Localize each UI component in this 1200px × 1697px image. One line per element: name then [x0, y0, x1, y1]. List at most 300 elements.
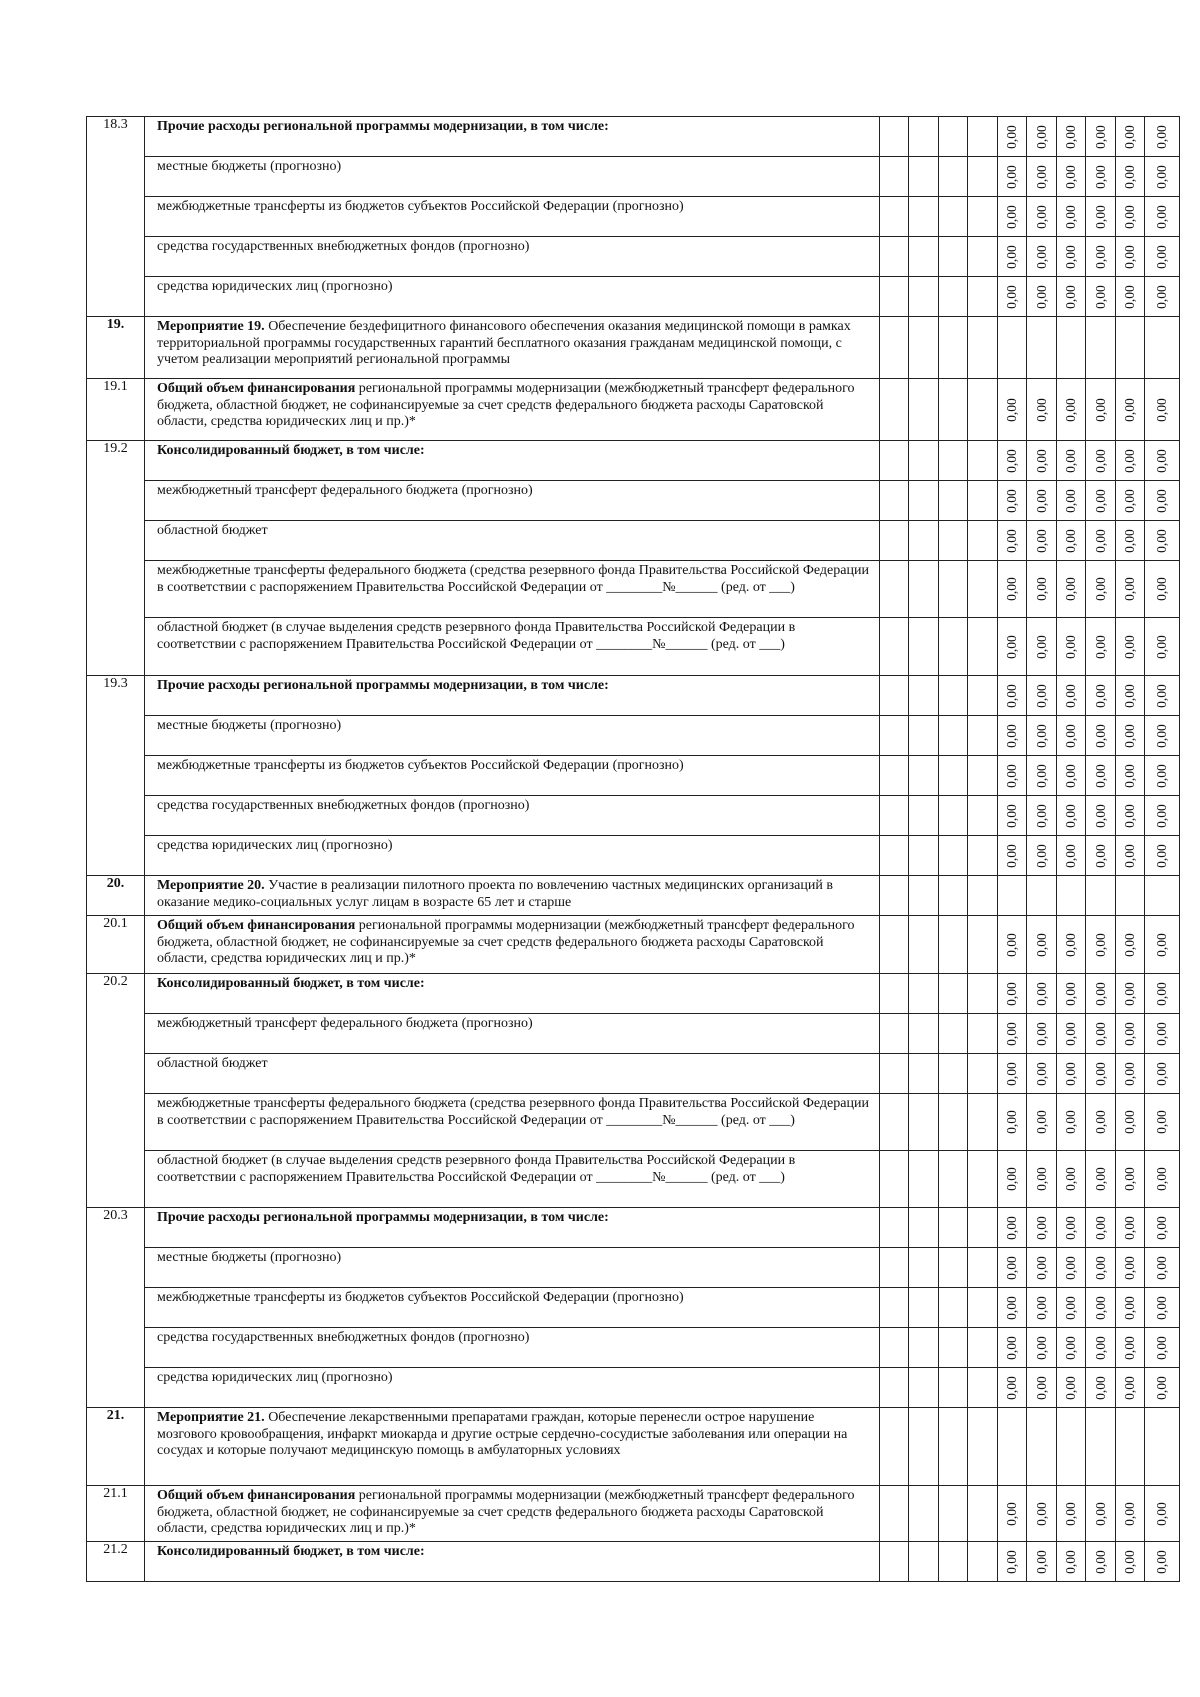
value-text: 0,00: [1121, 1061, 1137, 1086]
empty-cell: [909, 1408, 939, 1486]
table-row: [87, 481, 1180, 521]
value-text: 0,00: [1062, 164, 1078, 189]
empty-cell: [879, 521, 909, 561]
row-description-text: межбюджетные трансферты федерального бюджета (средства резервного фонда Правительства Российской Федерации в соответствии с распоряжением Правительства Российской Федерации от ________№______ (ред. от ___): [157, 1096, 869, 1128]
value-text: 0,00: [1121, 683, 1137, 708]
value-cell: [1145, 561, 1180, 618]
empty-cell: [909, 481, 939, 521]
empty-cell: [968, 481, 998, 521]
value-text: 0,00: [1153, 488, 1169, 513]
value-cell: [997, 974, 1027, 1014]
empty-cell: [909, 117, 939, 157]
value-cell: [1056, 676, 1086, 716]
row-number: 18.3: [87, 117, 145, 317]
row-number: 19.3: [87, 676, 145, 876]
empty-cell: [909, 317, 939, 379]
empty-cell: [909, 676, 939, 716]
row-description: [145, 1248, 880, 1288]
empty-cell: [909, 521, 939, 561]
empty-cell: [938, 1248, 968, 1288]
table-row: [87, 618, 1180, 676]
empty-cell: [879, 1486, 909, 1542]
empty-cell: [879, 1151, 909, 1208]
value-cell: [1056, 756, 1086, 796]
value-text: 0,00: [1121, 1501, 1137, 1526]
value-text: 0,00: [1121, 244, 1137, 269]
value-cell: [1086, 237, 1116, 277]
table-row: [87, 1248, 1180, 1288]
value-text: 0,00: [1003, 204, 1019, 229]
row-description-text: областной бюджет (в случае выделения средств резервного фонда Правительства Российской Федерации в соответствии с распоряжением Правительства Российской Федерации от ________№______ (ред. от ___): [157, 1153, 796, 1185]
value-text: 0,00: [1033, 448, 1049, 473]
value-text: 0,00: [1062, 1110, 1078, 1134]
empty-cell: [938, 676, 968, 716]
row-description: [145, 317, 880, 379]
row-description: [145, 521, 880, 561]
value-cell: [1115, 756, 1145, 796]
row-description-text: межбюджетный трансферт федерального бюджета (прогнозно): [157, 1016, 533, 1031]
value-text: 0,00: [1092, 723, 1108, 748]
value-cell: [1086, 1486, 1116, 1542]
row-description-text: Участие в реализации пилотного проекта по вовлечению частных медицинских организаций в оказание медико-социальных услуг лицам в возрасте 65 лет и старше: [157, 878, 833, 910]
value-cell: [1145, 317, 1180, 379]
row-number: 19.2: [87, 441, 145, 676]
value-cell: [997, 379, 1027, 441]
empty-cell: [968, 197, 998, 237]
value-cell: [1086, 796, 1116, 836]
value-text: 0,00: [1121, 448, 1137, 473]
value-cell: [1056, 277, 1086, 317]
value-text: 0,00: [1153, 723, 1169, 748]
table-row: [87, 1486, 1180, 1542]
empty-cell: [938, 317, 968, 379]
value-cell: [997, 756, 1027, 796]
value-text: 0,00: [1121, 528, 1137, 553]
value-cell: [997, 1151, 1027, 1208]
empty-cell: [968, 521, 998, 561]
table-row: [87, 1542, 1180, 1582]
value-cell: [1115, 561, 1145, 618]
value-cell: [1145, 756, 1180, 796]
value-cell: [997, 237, 1027, 277]
value-text: 0,00: [1062, 1549, 1078, 1574]
value-cell: [1086, 876, 1116, 916]
value-text: 0,00: [1033, 634, 1049, 659]
empty-cell: [879, 796, 909, 836]
value-cell: [1086, 1014, 1116, 1054]
value-text: 0,00: [1003, 397, 1019, 422]
empty-cell: [909, 836, 939, 876]
value-cell: [1027, 1151, 1057, 1208]
value-text: 0,00: [1092, 1549, 1108, 1574]
value-text: 0,00: [1092, 683, 1108, 708]
row-description-text: средства юридических лиц (прогнозно): [157, 279, 393, 294]
value-text: 0,00: [1062, 763, 1078, 788]
value-text: 0,00: [1121, 397, 1137, 422]
empty-cell: [879, 716, 909, 756]
row-number: 21.: [87, 1408, 145, 1486]
value-text: 0,00: [1153, 1167, 1169, 1191]
empty-cell: [938, 521, 968, 561]
value-cell: [1027, 561, 1057, 618]
table-row: [87, 277, 1180, 317]
value-text: 0,00: [1033, 1501, 1049, 1526]
value-text: 0,00: [1092, 204, 1108, 229]
value-text: 0,00: [1033, 1295, 1049, 1320]
value-cell: [997, 1542, 1027, 1582]
value-cell: [1027, 1486, 1057, 1542]
row-description: [145, 1486, 880, 1542]
value-cell: [997, 836, 1027, 876]
value-text: 0,00: [1062, 1501, 1078, 1526]
row-description: [145, 836, 880, 876]
empty-cell: [938, 974, 968, 1014]
empty-cell: [938, 379, 968, 441]
value-text: 0,00: [1003, 1255, 1019, 1280]
value-cell: [1086, 561, 1116, 618]
value-text: 0,00: [1033, 843, 1049, 868]
value-cell: [1115, 618, 1145, 676]
value-text: 0,00: [1062, 284, 1078, 309]
value-text: 0,00: [1153, 1295, 1169, 1320]
value-cell: [1027, 1014, 1057, 1054]
empty-cell: [879, 876, 909, 916]
value-cell: [1086, 916, 1116, 974]
value-text: 0,00: [1033, 1255, 1049, 1280]
row-description-text: средства юридических лиц (прогнозно): [157, 838, 393, 853]
table-row: [87, 197, 1180, 237]
table-row: [87, 1328, 1180, 1368]
value-cell: [1115, 117, 1145, 157]
value-cell: [1027, 481, 1057, 521]
empty-cell: [968, 1542, 998, 1582]
value-cell: [1086, 974, 1116, 1014]
value-cell: [1115, 676, 1145, 716]
value-cell: [997, 1248, 1027, 1288]
value-cell: [997, 1054, 1027, 1094]
value-cell: [1086, 1328, 1116, 1368]
value-text: 0,00: [1003, 577, 1019, 601]
value-text: 0,00: [1003, 932, 1019, 957]
empty-cell: [968, 716, 998, 756]
value-text: 0,00: [1003, 803, 1019, 828]
empty-cell: [909, 1151, 939, 1208]
value-text: 0,00: [1121, 1021, 1137, 1046]
value-cell: [997, 796, 1027, 836]
row-description-text: местные бюджеты (прогнозно): [157, 718, 342, 733]
value-text: 0,00: [1121, 1255, 1137, 1280]
value-text: 0,00: [1153, 284, 1169, 309]
value-cell: [1056, 1368, 1086, 1408]
value-cell: [1086, 379, 1116, 441]
empty-cell: [909, 916, 939, 974]
value-cell: [1027, 1094, 1057, 1151]
value-text: 0,00: [1153, 528, 1169, 553]
row-description: [145, 1288, 880, 1328]
value-text: 0,00: [1121, 723, 1137, 748]
value-cell: [1145, 1408, 1180, 1486]
value-text: 0,00: [1062, 204, 1078, 229]
value-cell: [1086, 1248, 1116, 1288]
value-text: 0,00: [1062, 1295, 1078, 1320]
row-description-text: местные бюджеты (прогнозно): [157, 1250, 342, 1265]
value-cell: [997, 1368, 1027, 1408]
empty-cell: [879, 481, 909, 521]
empty-cell: [879, 197, 909, 237]
row-description: [145, 1408, 880, 1486]
value-text: 0,00: [1062, 488, 1078, 513]
row-description-text: средства государственных внебюджетных фондов (прогнозно): [157, 798, 530, 813]
row-description: [145, 481, 880, 521]
value-cell: [1086, 1542, 1116, 1582]
empty-cell: [879, 916, 909, 974]
value-text: 0,00: [1153, 932, 1169, 957]
value-cell: [1145, 379, 1180, 441]
value-text: 0,00: [1033, 981, 1049, 1006]
value-cell: [1145, 1248, 1180, 1288]
empty-cell: [968, 1151, 998, 1208]
value-text: 0,00: [1033, 1215, 1049, 1240]
value-text: 0,00: [1153, 634, 1169, 659]
value-cell: [997, 1208, 1027, 1248]
empty-cell: [909, 1368, 939, 1408]
empty-cell: [909, 1288, 939, 1328]
value-cell: [1115, 1328, 1145, 1368]
value-text: 0,00: [1121, 577, 1137, 601]
row-description: [145, 117, 880, 157]
value-text: 0,00: [1033, 1061, 1049, 1086]
value-text: 0,00: [1062, 723, 1078, 748]
value-text: 0,00: [1121, 981, 1137, 1006]
value-cell: [1056, 1208, 1086, 1248]
empty-cell: [879, 441, 909, 481]
empty-cell: [879, 1328, 909, 1368]
value-text: 0,00: [1033, 723, 1049, 748]
value-text: 0,00: [1153, 1215, 1169, 1240]
value-text: 0,00: [1121, 284, 1137, 309]
value-text: 0,00: [1062, 1255, 1078, 1280]
value-cell: [1115, 1288, 1145, 1328]
value-text: 0,00: [1033, 124, 1049, 149]
empty-cell: [938, 441, 968, 481]
row-description: [145, 676, 880, 716]
value-cell: [1145, 521, 1180, 561]
value-cell: [1027, 1368, 1057, 1408]
value-text: 0,00: [1062, 124, 1078, 149]
value-cell: [1027, 916, 1057, 974]
value-cell: [1145, 237, 1180, 277]
value-cell: [997, 618, 1027, 676]
row-description-text: областной бюджет: [157, 1056, 268, 1071]
value-text: 0,00: [1153, 397, 1169, 422]
empty-cell: [909, 441, 939, 481]
value-cell: [1086, 676, 1116, 716]
value-text: 0,00: [1092, 1110, 1108, 1134]
row-description-text: Обеспечение бездефицитного финансового обеспечения оказания медицинской помощи в рамках территориальной программы государственных гарантий бесплатного оказания гражданам медицинской помощи, с учетом реализации мероприятий региональной программы: [157, 319, 851, 367]
empty-cell: [909, 1486, 939, 1542]
empty-cell: [879, 1054, 909, 1094]
row-description-text: областной бюджет (в случае выделения средств резервного фонда Правительства Российской Федерации в соответствии с распоряжением Правительства Российской Федерации от ________№______ (ред. от ___): [157, 620, 796, 652]
empty-cell: [968, 1486, 998, 1542]
value-text: 0,00: [1153, 843, 1169, 868]
empty-cell: [879, 1094, 909, 1151]
value-cell: [1086, 1368, 1116, 1408]
value-cell: [997, 1328, 1027, 1368]
value-text: 0,00: [1062, 1335, 1078, 1360]
value-text: 0,00: [1033, 164, 1049, 189]
empty-cell: [968, 796, 998, 836]
value-text: 0,00: [1003, 763, 1019, 788]
value-cell: [1056, 1288, 1086, 1328]
value-cell: [1145, 1151, 1180, 1208]
row-description-text: региональной программы модернизации (межбюджетный трансферт федерального бюджета, областной бюджет, не софинансируемые за счет средств федерального бюджета расходы Саратовской области, средства юридических лиц и пр.)*: [157, 918, 855, 966]
value-text: 0,00: [1062, 1061, 1078, 1086]
value-cell: [997, 197, 1027, 237]
value-text: 0,00: [1033, 284, 1049, 309]
value-text: 0,00: [1033, 397, 1049, 422]
row-description-bold: Прочие расходы региональной программы модернизации, в том числе:: [157, 119, 609, 134]
value-text: 0,00: [1062, 803, 1078, 828]
row-number: 21.1: [87, 1486, 145, 1542]
empty-cell: [879, 676, 909, 716]
empty-cell: [938, 618, 968, 676]
value-text: 0,00: [1153, 803, 1169, 828]
empty-cell: [879, 1248, 909, 1288]
empty-cell: [879, 1408, 909, 1486]
table-row: [87, 916, 1180, 974]
row-description-text: Обеспечение лекарственными препаратами граждан, которые перенесли острое нарушение мозгового кровообращения, инфаркт миокарда и другие острые сердечно-сосудистые заболевания или операции на сосудах и которые получают медицинскую помощь в амбулаторных условиях: [157, 1410, 848, 1458]
value-text: 0,00: [1121, 843, 1137, 868]
value-text: 0,00: [1062, 683, 1078, 708]
empty-cell: [909, 1542, 939, 1582]
value-text: 0,00: [1121, 1549, 1137, 1574]
value-text: 0,00: [1121, 1375, 1137, 1400]
value-cell: [1086, 1054, 1116, 1094]
row-description-text: средства государственных внебюджетных фондов (прогнозно): [157, 1330, 530, 1345]
empty-cell: [909, 716, 939, 756]
value-text: 0,00: [1003, 244, 1019, 269]
value-cell: [1086, 157, 1116, 197]
value-cell: [1086, 756, 1116, 796]
value-text: 0,00: [1062, 528, 1078, 553]
table-row: [87, 974, 1180, 1014]
empty-cell: [879, 1208, 909, 1248]
table-row: [87, 836, 1180, 876]
value-cell: [1086, 1288, 1116, 1328]
value-cell: [1115, 1014, 1145, 1054]
value-text: 0,00: [1121, 763, 1137, 788]
value-text: 0,00: [1062, 577, 1078, 601]
value-text: 0,00: [1003, 528, 1019, 553]
table-row: [87, 1288, 1180, 1328]
empty-cell: [938, 561, 968, 618]
value-cell: [1086, 836, 1116, 876]
value-text: 0,00: [1092, 1021, 1108, 1046]
empty-cell: [968, 379, 998, 441]
value-cell: [1115, 1208, 1145, 1248]
value-cell: [1027, 157, 1057, 197]
empty-cell: [938, 1328, 968, 1368]
table-row: [87, 521, 1180, 561]
value-cell: [1056, 716, 1086, 756]
value-cell: [1115, 916, 1145, 974]
value-cell: [1027, 441, 1057, 481]
value-text: 0,00: [1003, 448, 1019, 473]
empty-cell: [879, 561, 909, 618]
value-text: 0,00: [1121, 1335, 1137, 1360]
value-cell: [997, 1288, 1027, 1328]
value-text: 0,00: [1092, 397, 1108, 422]
value-cell: [1145, 197, 1180, 237]
row-description: [145, 561, 880, 618]
table-row: [87, 237, 1180, 277]
value-text: 0,00: [1092, 1215, 1108, 1240]
empty-cell: [968, 1408, 998, 1486]
value-text: 0,00: [1121, 1215, 1137, 1240]
empty-cell: [909, 237, 939, 277]
value-text: 0,00: [1033, 1335, 1049, 1360]
empty-cell: [938, 1151, 968, 1208]
value-cell: [1086, 716, 1116, 756]
value-cell: [997, 481, 1027, 521]
empty-cell: [938, 1208, 968, 1248]
empty-cell: [879, 237, 909, 277]
row-description-text: межбюджетные трансферты из бюджетов субъектов Российской Федерации (прогнозно): [157, 1290, 684, 1305]
empty-cell: [938, 1486, 968, 1542]
empty-cell: [938, 1368, 968, 1408]
value-cell: [1115, 876, 1145, 916]
value-text: 0,00: [1033, 1549, 1049, 1574]
table-row: [87, 317, 1180, 379]
value-text: 0,00: [1153, 577, 1169, 601]
empty-cell: [879, 117, 909, 157]
empty-cell: [909, 1208, 939, 1248]
value-cell: [1115, 796, 1145, 836]
value-cell: [1056, 836, 1086, 876]
value-cell: [1115, 197, 1145, 237]
value-cell: [1115, 481, 1145, 521]
row-description-bold: Прочие расходы региональной программы модернизации, в том числе:: [157, 678, 609, 693]
row-description-text: средства государственных внебюджетных фондов (прогнозно): [157, 239, 530, 254]
table-row: [87, 1151, 1180, 1208]
value-text: 0,00: [1092, 284, 1108, 309]
table-row: [87, 1208, 1180, 1248]
row-description-bold: Консолидированный бюджет, в том числе:: [157, 443, 425, 458]
value-text: 0,00: [1092, 843, 1108, 868]
empty-cell: [909, 796, 939, 836]
empty-cell: [938, 876, 968, 916]
value-cell: [1027, 974, 1057, 1014]
value-text: 0,00: [1121, 634, 1137, 659]
value-text: 0,00: [1092, 244, 1108, 269]
value-text: 0,00: [1062, 634, 1078, 659]
value-text: 0,00: [1062, 397, 1078, 422]
value-text: 0,00: [1003, 981, 1019, 1006]
empty-cell: [938, 1054, 968, 1094]
value-cell: [1145, 796, 1180, 836]
table-row: [87, 1054, 1180, 1094]
value-text: 0,00: [1092, 1335, 1108, 1360]
empty-cell: [909, 1054, 939, 1094]
value-cell: [997, 441, 1027, 481]
empty-cell: [909, 1014, 939, 1054]
empty-cell: [909, 974, 939, 1014]
value-text: 0,00: [1121, 1295, 1137, 1320]
value-text: 0,00: [1153, 448, 1169, 473]
value-cell: [1145, 916, 1180, 974]
value-cell: [997, 561, 1027, 618]
value-cell: [1056, 1408, 1086, 1486]
